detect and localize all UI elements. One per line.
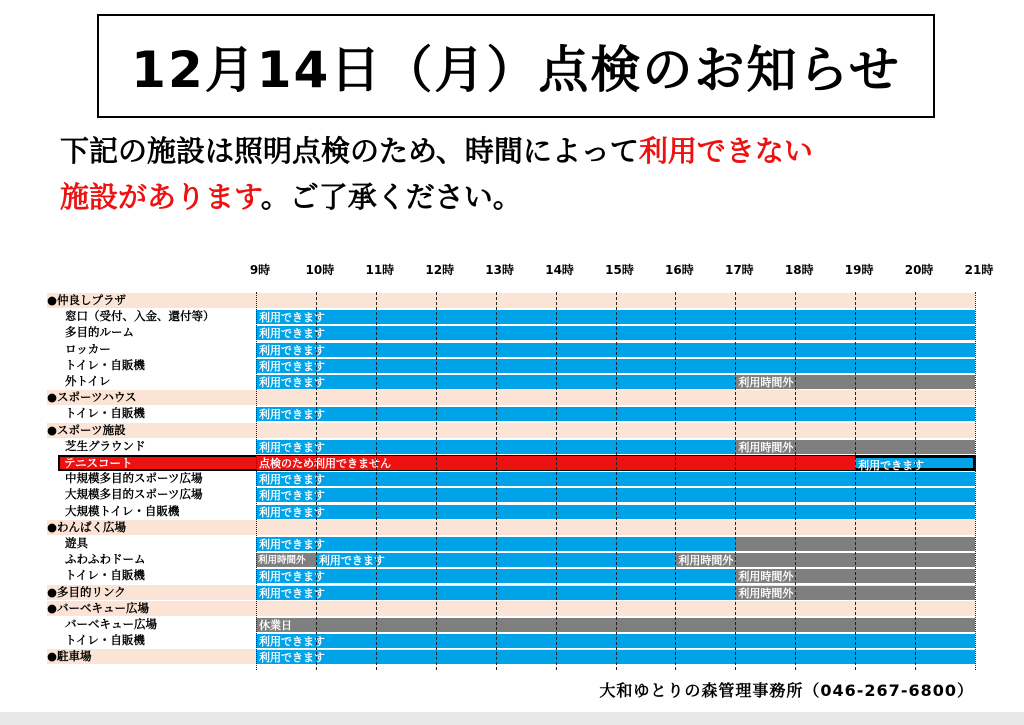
hour-gridline	[975, 292, 976, 670]
row-label: 窓口（受付、入金、還付等）	[65, 309, 215, 324]
row-label: トイレ・自販機	[65, 406, 145, 421]
hour-label: 12時	[425, 263, 455, 277]
schedule-row	[47, 520, 975, 535]
footer-contact: 大和ゆとりの森管理事務所（046-267-6800）	[599, 681, 974, 700]
hour-gridline	[795, 292, 796, 670]
row-label: トイレ・自販機	[65, 568, 145, 583]
hour-label: 14時	[545, 263, 574, 277]
segment-label: 利用時間外	[738, 440, 794, 454]
page-title: 12月14日（月）点検のお知らせ	[131, 41, 901, 99]
hour-label: 11時	[365, 263, 395, 277]
hour-gridline	[616, 292, 617, 670]
row-label: 芝生グラウンド	[65, 438, 146, 453]
segment-label: 利用できます	[259, 538, 325, 551]
notice-line-2-red2: す	[234, 180, 261, 214]
notice-line-2-black: 。ご了承ください。	[260, 180, 522, 214]
segment-label: 休業日	[259, 619, 292, 632]
hour-label: 18時	[784, 263, 814, 277]
hour-label: 9時	[249, 263, 271, 277]
hour-label: 20時	[904, 263, 934, 277]
notice-line-1-black: 下記の施設は照明点検のため、時間によって	[60, 134, 639, 168]
segment-label: 利用できます	[259, 635, 325, 649]
segment-label: 利用時間外	[738, 570, 794, 584]
segment-label: 利用できます	[259, 327, 325, 341]
schedule-row	[47, 423, 975, 438]
hour-gridline	[436, 292, 437, 670]
row-label: トイレ・自販機	[65, 357, 145, 372]
row-label: ●バーベキュー広場	[47, 600, 150, 615]
segment-label: 利用時間外	[738, 376, 794, 389]
hour-gridline	[855, 292, 856, 670]
segment-label: 点検のため利用できません	[259, 457, 391, 470]
hour-gridline	[915, 292, 916, 670]
segment-label: 利用時間外	[678, 554, 734, 568]
hour-gridline	[675, 292, 676, 670]
row-label: ●わんぱく広場	[47, 519, 127, 534]
hour-gridline	[496, 292, 497, 670]
segment-label: 利用できます	[259, 408, 325, 422]
segment-label: 利用できます	[259, 505, 325, 519]
row-label: 大規模多目的スポーツ広場	[65, 487, 203, 502]
hour-label: 13時	[485, 263, 515, 277]
row-label: ●スポーツ施設	[47, 422, 126, 437]
row-label: バーベキュー広場	[65, 617, 157, 631]
segment-label: 利用できます	[259, 311, 325, 325]
row-label: トイレ・自販機	[65, 633, 145, 648]
segment-label: 利用できます	[318, 554, 385, 568]
segment-label: 利用できます	[858, 459, 925, 472]
row-label: ふわふわドーム	[65, 552, 146, 567]
segment-label: 利用できます	[259, 570, 325, 584]
row-label: 大規模トイレ・自販機	[65, 503, 180, 518]
notice-line-2-red: 施設がありま	[60, 180, 235, 214]
hour-label: 19時	[844, 263, 874, 277]
row-label: ●スポーツハウス	[47, 390, 137, 405]
segment-label: 利用できます	[259, 343, 325, 357]
row-label: テニスコート	[64, 456, 133, 470]
hour-gridline	[556, 292, 557, 670]
row-label: ●多目的リンク	[47, 584, 126, 599]
segment-label: 利用できます	[259, 473, 325, 487]
segment-label: 利用時間外	[738, 586, 794, 600]
row-label: ●仲良しプラザ	[47, 293, 127, 307]
hour-label: 17時	[724, 263, 754, 277]
schedule-segment-outside	[675, 553, 975, 567]
segment-label: 利用できます	[259, 586, 325, 600]
row-label: 外トイレ	[65, 374, 111, 388]
hour-label: 10時	[305, 263, 335, 277]
notice-line-1-red: 利用できない	[638, 134, 813, 168]
row-label: 中規模多目的スポーツ広場	[65, 471, 203, 486]
bottom-bar	[0, 712, 1024, 725]
segment-label: 利用できます	[259, 651, 325, 665]
segment-label: 利用できます	[259, 376, 325, 389]
segment-label: 利用できます	[259, 359, 325, 373]
hour-gridline	[256, 292, 257, 670]
schedule-segment-outside	[256, 553, 316, 567]
hour-gridline	[735, 292, 736, 670]
segment-label: 利用できます	[259, 440, 325, 454]
row-label: 多目的ルーム	[65, 325, 134, 340]
segment-label: 利用できます	[259, 489, 325, 503]
row-label: ●駐車場	[47, 649, 92, 664]
schedule-row	[47, 390, 975, 405]
row-label: 遊具	[65, 536, 88, 550]
hour-label: 21時	[964, 263, 994, 277]
segment-label: 利用時間外	[258, 555, 306, 567]
schedule-row	[47, 293, 975, 308]
schedule-row	[47, 601, 975, 616]
row-label: ロッカー	[65, 341, 111, 356]
hour-label: 16時	[665, 263, 694, 277]
hour-label: 15時	[605, 263, 634, 277]
hour-gridline	[316, 292, 317, 670]
hour-gridline	[376, 292, 377, 670]
